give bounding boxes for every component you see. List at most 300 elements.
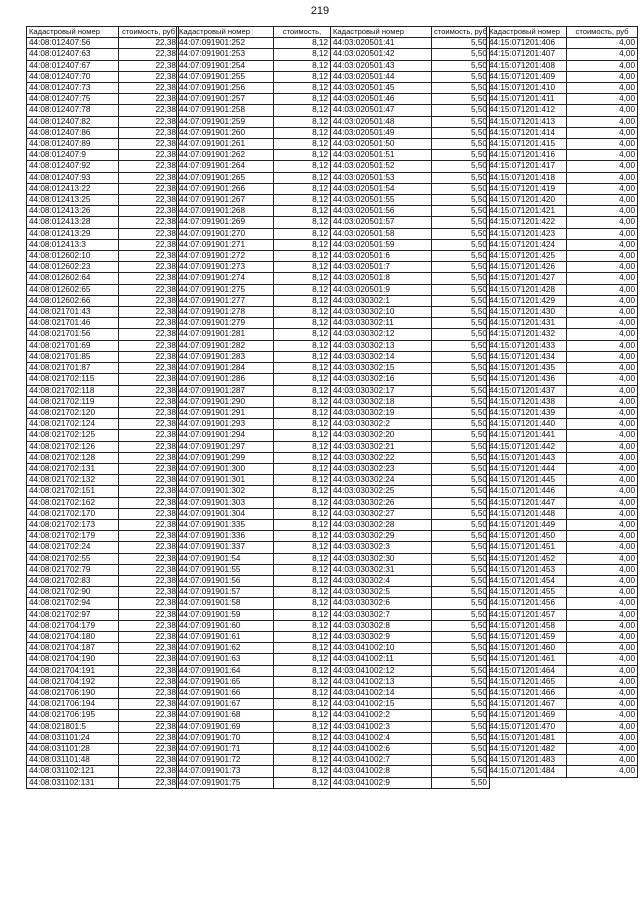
table-row [331, 654, 490, 665]
cost-cell: 4,00 [567, 217, 638, 228]
cadastral-number-cell: 44:03:020501:7 [331, 262, 432, 273]
cost-cell: 8,12 [274, 206, 331, 217]
cadastral-number-cell: 44:08:021704:179 [27, 620, 119, 631]
table-row [331, 139, 490, 150]
cost-cell: 22,38 [119, 486, 179, 497]
table-row [331, 307, 490, 318]
cadastral-number-cell: 44:07:091901:57 [177, 587, 274, 598]
table-row [177, 206, 331, 217]
table-row [331, 217, 490, 228]
table-row [331, 441, 490, 452]
cadastral-number-cell: 44:15:071201:481 [487, 732, 567, 743]
cost-cell: 8,12 [274, 363, 331, 374]
table-row [487, 295, 638, 306]
cost-cell: 8,12 [274, 620, 331, 631]
table-row [27, 116, 179, 127]
cadastral-number-cell: 44:08:012602:23 [27, 262, 119, 273]
cost-cell: 8,12 [274, 777, 331, 788]
cadastral-number-cell: 44:03:020501:42 [331, 49, 432, 60]
cadastral-number-cell: 44:03:030302:2 [331, 419, 432, 430]
table-row [487, 385, 638, 396]
table-row [177, 452, 331, 463]
cost-cell: 22,38 [119, 94, 179, 105]
cost-cell: 22,38 [119, 575, 179, 586]
cost-cell: 22,38 [119, 71, 179, 82]
cost-cell: 8,12 [274, 94, 331, 105]
table-row [27, 755, 179, 766]
cost-cell: 5,50 [432, 228, 490, 239]
cadastral-number-cell: 44:07:091901:67 [177, 699, 274, 710]
table-row [487, 430, 638, 441]
cadastral-number-cell: 44:03:020501:9 [331, 284, 432, 295]
cost-cell: 22,38 [119, 385, 179, 396]
cadastral-number-cell: 44:08:021702:179 [27, 531, 119, 542]
cost-cell: 4,00 [567, 430, 638, 441]
cadastral-number-cell: 44:03:030302:24 [331, 475, 432, 486]
table-row [177, 385, 331, 396]
cadastral-number-cell: 44:15:071201:407 [487, 49, 567, 60]
cost-cell: 8,12 [274, 251, 331, 262]
cost-cell: 22,38 [119, 452, 179, 463]
table-row [331, 531, 490, 542]
table-row [177, 295, 331, 306]
table-row [27, 519, 179, 530]
cost-cell: 4,00 [567, 172, 638, 183]
cadastral-number-cell: 44:03:020501:8 [331, 273, 432, 284]
table-row [487, 105, 638, 116]
cost-cell: 5,50 [432, 183, 490, 194]
cadastral-number-cell: 44:03:020501:58 [331, 228, 432, 239]
cadastral-number-cell: 44:07:091901:258 [177, 105, 274, 116]
cost-cell: 5,50 [432, 631, 490, 642]
table-row [177, 519, 331, 530]
table-row [27, 363, 179, 374]
table-row [331, 676, 490, 687]
table-row [331, 598, 490, 609]
cost-cell: 22,38 [119, 150, 179, 161]
cost-cell: 5,50 [432, 620, 490, 631]
table-row [331, 665, 490, 676]
cost-cell: 8,12 [274, 284, 331, 295]
cadastral-number-cell: 44:07:091901:63 [177, 654, 274, 665]
table-row [487, 351, 638, 362]
cost-cell: 4,00 [567, 497, 638, 508]
cadastral-number-cell: 44:15:071201:420 [487, 195, 567, 206]
table-row [27, 139, 179, 150]
cadastral-number-cell: 44:03:041002:7 [331, 755, 432, 766]
table-row [27, 127, 179, 138]
cadastral-number-cell: 44:07:091901:266 [177, 183, 274, 194]
cost-cell: 4,00 [567, 687, 638, 698]
cost-cell: 5,50 [432, 755, 490, 766]
cost-cell: 5,50 [432, 262, 490, 273]
cost-cell: 8,12 [274, 486, 331, 497]
cadastral-number-cell: 44:03:030302:20 [331, 430, 432, 441]
table-row [27, 385, 179, 396]
cadastral-number-cell: 44:15:071201:439 [487, 407, 567, 418]
table-row [487, 542, 638, 553]
cost-cell: 8,12 [274, 195, 331, 206]
table-row [27, 419, 179, 430]
cadastral-number-cell: 44:03:020501:43 [331, 60, 432, 71]
cadastral-number-cell: 44:08:021706:195 [27, 710, 119, 721]
table-row [177, 676, 331, 687]
cadastral-number-cell: 44:03:020501:44 [331, 71, 432, 82]
table-row [331, 60, 490, 71]
table-row [27, 340, 179, 351]
table-row [487, 665, 638, 676]
cadastral-number-cell: 44:08:012413:25 [27, 195, 119, 206]
cost-cell: 4,00 [567, 161, 638, 172]
cost-cell: 5,50 [432, 486, 490, 497]
cost-cell: 5,50 [432, 531, 490, 542]
cost-cell: 22,38 [119, 587, 179, 598]
cadastral-number-cell: 44:15:071201:422 [487, 217, 567, 228]
cadastral-number-cell: 44:07:091901:274 [177, 273, 274, 284]
cost-cell: 4,00 [567, 643, 638, 654]
table-row [27, 60, 179, 71]
table-row [487, 150, 638, 161]
table-row [487, 60, 638, 71]
cadastral-number-cell: 44:03:041002:9 [331, 777, 432, 788]
table-row [27, 665, 179, 676]
cost-cell: 5,50 [432, 340, 490, 351]
table-header-row [27, 27, 179, 38]
cost-cell: 8,12 [274, 665, 331, 676]
cadastral-number-cell: 44:07:091901:290 [177, 396, 274, 407]
table-row [331, 385, 490, 396]
cost-cell: 8,12 [274, 71, 331, 82]
table-row [487, 732, 638, 743]
table-row [27, 351, 179, 362]
table-row [331, 609, 490, 620]
cost-cell: 22,38 [119, 105, 179, 116]
cost-cell: 8,12 [274, 228, 331, 239]
cost-cell: 4,00 [567, 508, 638, 519]
cost-cell: 4,00 [567, 676, 638, 687]
cadastral-number-cell: 44:07:091901:257 [177, 94, 274, 105]
table-row [177, 575, 331, 586]
cost-cell: 4,00 [567, 452, 638, 463]
cost-cell: 22,38 [119, 127, 179, 138]
cost-cell: 22,38 [119, 531, 179, 542]
cadastral-number-cell: 44:15:071201:465 [487, 676, 567, 687]
table-row [177, 609, 331, 620]
cost-cell: 4,00 [567, 228, 638, 239]
cadastral-number-cell: 44:03:020501:47 [331, 105, 432, 116]
table-row [487, 396, 638, 407]
cadastral-number-cell: 44:08:031101:28 [27, 744, 119, 755]
table-row [27, 542, 179, 553]
cadastral-number-cell: 44:15:071201:406 [487, 38, 567, 49]
cadastral-number-cell: 44:07:091901:262 [177, 150, 274, 161]
table-row [331, 497, 490, 508]
table-row [487, 127, 638, 138]
cost-cell: 22,38 [119, 161, 179, 172]
table-row [177, 329, 331, 340]
cost-cell: 5,50 [432, 217, 490, 228]
cadastral-number-cell: 44:03:030302:26 [331, 497, 432, 508]
cadastral-number-cell: 44:03:030302:27 [331, 508, 432, 519]
cost-cell: 22,38 [119, 195, 179, 206]
table-row [487, 273, 638, 284]
table-row [27, 463, 179, 474]
cadastral-number-cell: 44:08:021701:46 [27, 318, 119, 329]
table-row [27, 105, 179, 116]
table-row [177, 766, 331, 777]
table-row [177, 38, 331, 49]
cost-cell: 8,12 [274, 587, 331, 598]
table-row [177, 172, 331, 183]
cost-cell: 8,12 [274, 340, 331, 351]
table-row [177, 228, 331, 239]
cost-cell: 5,50 [432, 721, 490, 732]
cost-cell: 22,38 [119, 508, 179, 519]
cadastral-number-cell: 44:15:071201:416 [487, 150, 567, 161]
cadastral-number-cell: 44:15:071201:419 [487, 183, 567, 194]
cost-cell: 22,38 [119, 766, 179, 777]
cadastral-number-cell: 44:07:091901:64 [177, 665, 274, 676]
cadastral-number-cell: 44:07:091901:281 [177, 329, 274, 340]
cost-cell: 4,00 [567, 262, 638, 273]
cadastral-number-cell: 44:15:071201:460 [487, 643, 567, 654]
cadastral-number-cell: 44:07:091901:58 [177, 598, 274, 609]
cadastral-number-cell: 44:07:091901:260 [177, 127, 274, 138]
cadastral-number-cell: 44:15:071201:452 [487, 553, 567, 564]
cost-cell: 22,38 [119, 710, 179, 721]
table-row [177, 49, 331, 60]
cost-cell: 8,12 [274, 721, 331, 732]
cost-cell: 8,12 [274, 150, 331, 161]
table-row [331, 105, 490, 116]
cost-cell: 5,50 [432, 351, 490, 362]
cadastral-number-cell: 44:15:071201:466 [487, 687, 567, 698]
table-row [27, 631, 179, 642]
cost-cell: 22,38 [119, 519, 179, 530]
table-row [487, 676, 638, 687]
cadastral-number-cell: 44:07:091901:272 [177, 251, 274, 262]
table-row [331, 150, 490, 161]
cadastral-number-cell: 44:08:012407:63 [27, 49, 119, 60]
cost-cell: 4,00 [567, 38, 638, 49]
cadastral-number-cell: 44:07:091901:279 [177, 318, 274, 329]
table-row [487, 721, 638, 732]
table-row [177, 654, 331, 665]
table-row [331, 251, 490, 262]
cost-cell: 8,12 [274, 452, 331, 463]
table-row [487, 631, 638, 642]
table-row [27, 83, 179, 94]
cost-cell: 8,12 [274, 687, 331, 698]
cadastral-number-cell: 44:08:012407:56 [27, 38, 119, 49]
cost-cell: 8,12 [274, 654, 331, 665]
cost-cell: 4,00 [567, 127, 638, 138]
cost-cell: 22,38 [119, 721, 179, 732]
cost-cell: 4,00 [567, 83, 638, 94]
cost-cell: 5,50 [432, 777, 490, 788]
cost-cell: 8,12 [274, 710, 331, 721]
cadastral-number-cell: 44:08:021706:190 [27, 687, 119, 698]
cadastral-number-cell: 44:07:091901:59 [177, 609, 274, 620]
table-row [331, 116, 490, 127]
table-row [27, 609, 179, 620]
table-row [27, 318, 179, 329]
cost-cell: 8,12 [274, 83, 331, 94]
table-row [27, 295, 179, 306]
cadastral-number-cell: 44:08:021702:90 [27, 587, 119, 598]
table-row [487, 519, 638, 530]
cadastral-number-cell: 44:07:091901:287 [177, 385, 274, 396]
cost-cell: 8,12 [274, 407, 331, 418]
table-row [27, 676, 179, 687]
table-row [331, 262, 490, 273]
table-row [177, 262, 331, 273]
cost-cell: 8,12 [274, 139, 331, 150]
cadastral-number-cell: 44:07:091901:255 [177, 71, 274, 82]
cost-cell: 4,00 [567, 385, 638, 396]
cost-cell: 4,00 [567, 340, 638, 351]
cost-cell: 4,00 [567, 531, 638, 542]
cadastral-number-cell: 44:08:021704:180 [27, 631, 119, 642]
table-row [177, 531, 331, 542]
cost-cell: 22,38 [119, 139, 179, 150]
cadastral-number-cell: 44:07:091901:267 [177, 195, 274, 206]
table-row [177, 217, 331, 228]
cadastral-number-cell: 44:15:071201:417 [487, 161, 567, 172]
cadastral-number-cell: 44:15:071201:445 [487, 475, 567, 486]
cost-cell: 22,38 [119, 374, 179, 385]
table-row [177, 374, 331, 385]
cost-cell: 22,38 [119, 475, 179, 486]
cost-cell: 22,38 [119, 273, 179, 284]
cadastral-number-cell: 44:07:091901:283 [177, 351, 274, 362]
table-row [177, 631, 331, 642]
table-row [331, 620, 490, 631]
cadastral-number-cell: 44:15:071201:438 [487, 396, 567, 407]
cost-cell: 5,50 [432, 519, 490, 530]
cost-cell: 5,50 [432, 172, 490, 183]
table-row [27, 620, 179, 631]
table-row [27, 654, 179, 665]
cadastral-number-cell: 44:08:021706:194 [27, 699, 119, 710]
cadastral-number-cell: 44:08:031102:121 [27, 766, 119, 777]
cadastral-number-cell: 44:07:091901:271 [177, 239, 274, 250]
table-row [331, 721, 490, 732]
cost-cell: 22,38 [119, 676, 179, 687]
cadastral-number-cell: 44:15:071201:434 [487, 351, 567, 362]
cadastral-number-cell: 44:15:071201:433 [487, 340, 567, 351]
table-row [177, 127, 331, 138]
cadastral-number-cell: 44:03:041002:10 [331, 643, 432, 654]
table-row [27, 228, 179, 239]
table-row [27, 307, 179, 318]
cadastral-number-cell: 44:03:030302:11 [331, 318, 432, 329]
cost-cell: 22,38 [119, 228, 179, 239]
cadastral-number-cell: 44:15:071201:415 [487, 139, 567, 150]
table-row [27, 553, 179, 564]
cost-cell: 8,12 [274, 374, 331, 385]
cadastral-number-cell: 44:03:020501:51 [331, 150, 432, 161]
cadastral-number-cell: 44:15:071201:451 [487, 542, 567, 553]
cost-cell: 8,12 [274, 183, 331, 194]
table-row [27, 94, 179, 105]
table-row [331, 94, 490, 105]
cadastral-number-cell: 44:03:030302:22 [331, 452, 432, 463]
table-row [27, 441, 179, 452]
cost-cell: 8,12 [274, 676, 331, 687]
cost-cell: 22,38 [119, 553, 179, 564]
table-row [177, 307, 331, 318]
table-row [177, 564, 331, 575]
table-row [177, 430, 331, 441]
cadastral-number-cell: 44:15:071201:457 [487, 609, 567, 620]
cadastral-number-cell: 44:15:071201:469 [487, 710, 567, 721]
table-row [27, 239, 179, 250]
cadastral-number-cell: 44:03:030302:29 [331, 531, 432, 542]
cadastral-number-cell: 44:03:020501:6 [331, 251, 432, 262]
cadastral-number-cell: 44:03:020501:41 [331, 38, 432, 49]
cadastral-number-cell: 44:07:091901:270 [177, 228, 274, 239]
cost-cell: 4,00 [567, 755, 638, 766]
table-row [331, 206, 490, 217]
table-row [177, 340, 331, 351]
table-header-row [487, 27, 638, 38]
cadastral-number-cell: 44:07:091901:73 [177, 766, 274, 777]
table-row [487, 744, 638, 755]
table-row [177, 284, 331, 295]
table-row [27, 38, 179, 49]
cost-cell: 5,50 [432, 441, 490, 452]
cadastral-number-cell: 44:15:071201:436 [487, 374, 567, 385]
cadastral-number-cell: 44:03:030302:13 [331, 340, 432, 351]
table-row [331, 687, 490, 698]
table-row [177, 273, 331, 284]
cadastral-number-cell: 44:03:020501:46 [331, 94, 432, 105]
cadastral-number-cell: 44:07:091901:300 [177, 463, 274, 474]
table-row [27, 508, 179, 519]
cadastral-number-cell: 44:07:091901:304 [177, 508, 274, 519]
cost-cell: 22,38 [119, 699, 179, 710]
cadastral-number-cell: 44:07:091901:261 [177, 139, 274, 150]
table-row [177, 71, 331, 82]
cadastral-number-cell: 44:03:041002:3 [331, 721, 432, 732]
table-row [331, 351, 490, 362]
cadastral-number-cell: 44:08:012407:75 [27, 94, 119, 105]
table-row [331, 519, 490, 530]
cadastral-number-cell: 44:03:030302:28 [331, 519, 432, 530]
cost-cell: 5,50 [432, 609, 490, 620]
table-row [487, 262, 638, 273]
table-row [177, 318, 331, 329]
cost-cell: 4,00 [567, 183, 638, 194]
cost-cell: 5,50 [432, 206, 490, 217]
table-row [487, 329, 638, 340]
cadastral-table-3 [330, 26, 490, 789]
cost-cell: 22,38 [119, 49, 179, 60]
table-row [27, 598, 179, 609]
table-row [27, 587, 179, 598]
cost-cell: 5,50 [432, 374, 490, 385]
table-row [331, 699, 490, 710]
table-row [487, 441, 638, 452]
cost-cell: 22,38 [119, 284, 179, 295]
cadastral-number-cell: 44:07:091901:297 [177, 441, 274, 452]
cadastral-number-cell: 44:08:021702:83 [27, 575, 119, 586]
cadastral-number-cell: 44:07:091901:284 [177, 363, 274, 374]
table-row [487, 654, 638, 665]
cost-cell: 4,00 [567, 71, 638, 82]
cadastral-number-cell: 44:07:091901:299 [177, 452, 274, 463]
